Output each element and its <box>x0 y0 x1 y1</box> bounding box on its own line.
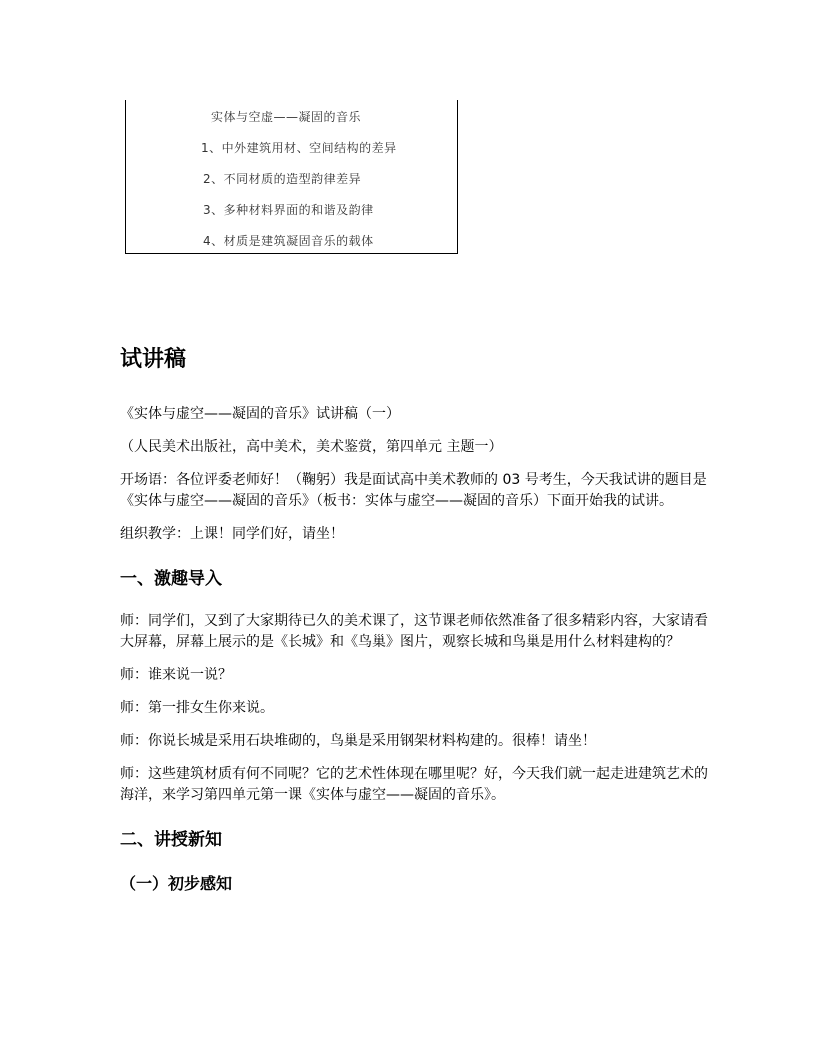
section-2-subheading: （一）初步感知 <box>120 874 233 893</box>
board-item-1: 1、中外建筑用材、空间结构的差异 <box>201 141 397 155</box>
section-1-paragraph: 师：谁来说一说？ <box>120 667 232 683</box>
blackboard-image <box>125 100 458 254</box>
board-item-2: 2、不同材质的造型韵律差异 <box>203 172 362 186</box>
opening-paragraph: 开场语：各位评委老师好！（鞠躬）我是面试高中美术教师的 03 号考生，今天我试讲的题目是《实体与虚空——凝固的音乐》（板书：实体与虚空——凝固的音乐）下面开始我的试讲。 <box>120 472 707 509</box>
section-1-paragraph: 师：第一排女生你来说。 <box>120 700 274 716</box>
board-title: 实体与空虚——凝固的音乐 <box>211 110 362 124</box>
section-1-paragraph: 师：这些建筑材质有何不同呢？它的艺术性体现在哪里呢？好，今天我们就一起走进建筑艺术的海洋，来学习第四单元第一课《实体与虚空——凝固的音乐》。 <box>120 766 708 803</box>
document-body <box>120 342 710 896</box>
section-1-heading: 一、激趣导入 <box>120 569 222 589</box>
board-item-3: 3、多种材料界面的和谐及韵律 <box>203 203 374 217</box>
organize-paragraph: 组织教学：上课！同学们好，请坐！ <box>120 526 344 542</box>
section-1-paragraph: 师：同学们，又到了大家期待已久的美术课了，这节课老师依然准备了很多精彩内容，大家请看大屏幕，屏幕上展示的是《长城》和《鸟巢》图片，观察长城和鸟巢是用什么材料建构的？ <box>120 613 708 650</box>
section-1-paragraph: 师：你说长城是采用石块堆砌的，鸟巢是采用钢架材料构建的。很棒！请坐！ <box>120 733 596 749</box>
section-2-heading: 二、讲授新知 <box>120 830 222 850</box>
document-title: 试讲稿 <box>120 347 187 372</box>
lesson-source: （人民美术出版社，高中美术，美术鉴赏，第四单元 主题一） <box>120 439 503 455</box>
lesson-subtitle: 《实体与虚空——凝固的音乐》试讲稿（一） <box>120 406 400 422</box>
board-item-4: 4、材质是建筑凝固音乐的载体 <box>203 234 374 248</box>
